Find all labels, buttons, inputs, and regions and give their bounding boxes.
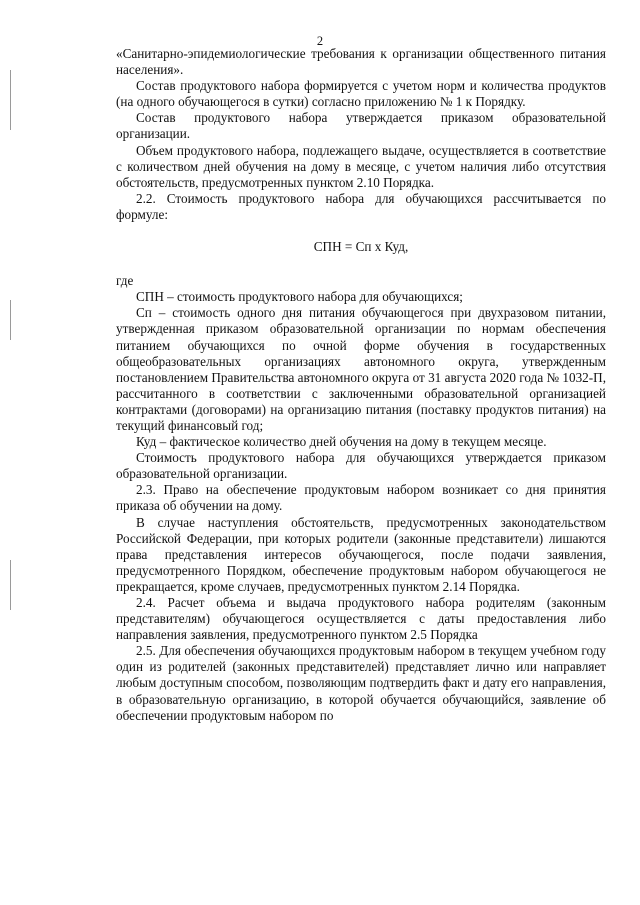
paragraph: Состав продуктового набора формируется с учетом норм и количества продуктов (на одного обучающегося в сутки) согласно приложению № 1 к Порядку. xyxy=(116,78,606,110)
formula: СПН = Сп х Куд, xyxy=(313,239,409,255)
paragraph: 2.3. Право на обеспечение продуктовым набором возникает со дня принятия приказа об обучении на дому. xyxy=(116,482,606,514)
paragraph: 2.2. Стоимость продуктового набора для обучающихся рассчитывается по формуле: xyxy=(116,190,606,222)
paragraph: В случае наступления обстоятельств, предусмотренных законодательством Российской Федерации, при которых родители (законные представители) лишаются права представления интересов обучающегося, после подачи заявления, предусмотренного Порядком, обеспечение продуктовым набором обучающегося не прекращается, кроме случаев, предусмотренных пунктом 2.14 Порядка. xyxy=(116,514,606,594)
paragraph: Стоимость продуктового набора для обучающихся утверждается приказом образовательной организации. xyxy=(116,450,606,482)
paragraph: «Санитарно-эпидемиологические требования к организации общественного питания населения». xyxy=(116,46,606,78)
paragraph: Объем продуктового набора, подлежащего выдаче, осуществляется в соответствие с количеством дней обучения на дому в месяце, с учетом наличия либо отсутствия обстоятельств, предусмотренных пунктом 2.10 Порядка. xyxy=(116,142,606,190)
paragraph: 2.4. Расчет объема и выдача продуктового набора родителям (законным представителям) обучающегося осуществляется с даты предоставления либо направления заявления, предусмотренного пунктом 2.5 Порядка xyxy=(116,595,606,643)
paragraph: СПН – стоимость продуктового набора для обучающихся; xyxy=(136,289,463,305)
document-body xyxy=(116,46,606,724)
paragraph: Состав продуктового набора утверждается приказом образовательной организации. xyxy=(116,110,606,142)
paragraph: 2.5. Для обеспечения обучающихся продуктовым набором в текущем учебном году один из родителей (законных представителей) представляет лично или направляет любым доступным способом, позволяющим подтвердить факт и дату его направления, в образовательную организацию, в которой обучается обучающийся, заявление об обеспечении продуктовым набором по xyxy=(116,643,606,723)
paragraph: где xyxy=(116,273,134,289)
scan-edge-mark xyxy=(10,70,11,130)
scan-edge-mark xyxy=(10,560,11,610)
page-number: 2 xyxy=(316,34,324,48)
scan-edge-mark xyxy=(10,300,11,340)
paragraph: Куд – фактическое количество дней обучения на дому в текущем месяце. xyxy=(136,434,547,450)
paragraph: Сп – стоимость одного дня питания обучающегося при двухразовом питании, утвержденная приказом образовательной организации по нормам обеспечения питанием обучающихся по очной форме обучения в государственных общеобразовательных организациях автономного округа, утвержденным постановлением Правительства автономного округа от 31 августа 2020 года № 1032-П, рассчитанного в соответствии с заключенными образовательной организацией контрактами (договорами) на организацию питания (поставку продуктов питания) на текущий финансовый год; xyxy=(116,305,606,433)
